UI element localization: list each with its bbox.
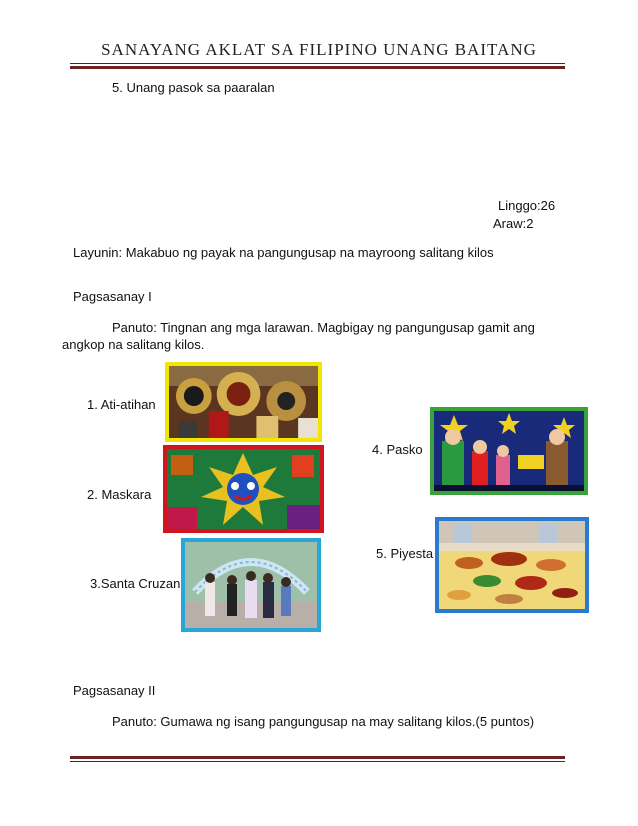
header-rule-thick xyxy=(70,66,565,69)
page-header-title: SANAYANG AKLAT SA FILIPINO UNANG BAITANG xyxy=(101,40,537,59)
piyesta-image xyxy=(435,517,589,613)
footer-rule-thick xyxy=(70,756,565,759)
exercise1-instruction-line2: angkop na salitang kilos. xyxy=(62,337,205,352)
ati-atihan-image xyxy=(165,362,322,442)
item-label-ati-atihan: 1. Ati-atihan xyxy=(87,397,156,412)
santa-cruzan-image xyxy=(181,538,321,632)
item-label-maskara: 2. Maskara xyxy=(87,487,152,502)
header-rule-thin xyxy=(70,63,565,64)
exercise2-title: Pagsasanay II xyxy=(73,683,156,698)
footer-rule-thin xyxy=(70,761,565,762)
item-label-piyesta: 5. Piyesta xyxy=(376,546,434,561)
week-label: Linggo:26 xyxy=(498,198,556,213)
item-label-pasko: 4. Pasko xyxy=(372,442,423,457)
exercise1-instruction-line1: Panuto: Tingnan ang mga larawan. Magbigay ng pangungusap gamit ang xyxy=(112,320,535,335)
topic-item: 5. Unang pasok sa paaralan xyxy=(112,80,275,95)
objective-text: Layunin: Makabuo ng payak na pangungusap na mayroong salitang kilos xyxy=(73,245,494,260)
maskara-image xyxy=(163,445,324,533)
exercise1-title: Pagsasanay I xyxy=(73,289,152,304)
pasko-image xyxy=(430,407,588,495)
exercise2-instruction: Panuto: Gumawa ng isang pangungusap na may salitang kilos.(5 puntos) xyxy=(112,714,535,729)
day-label: Araw:2 xyxy=(493,216,534,231)
item-label-santa-cruzan: 3.Santa Cruzan xyxy=(90,576,181,591)
